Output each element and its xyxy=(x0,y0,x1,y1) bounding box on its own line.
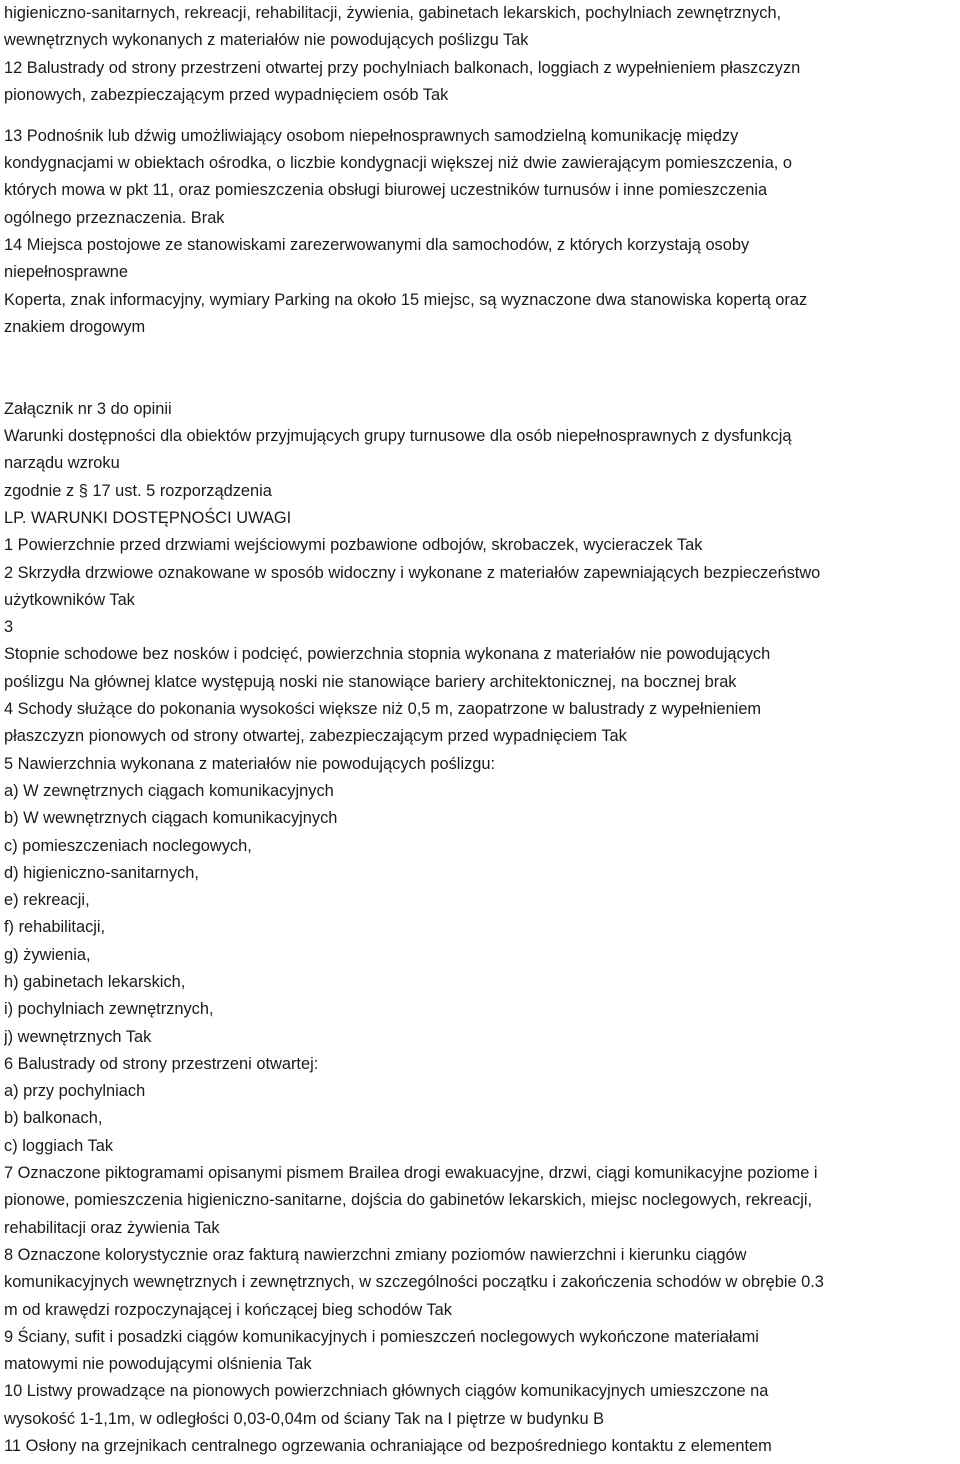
text-line: 12 Balustrady od strony przestrzeni otwartej przy pochylniach balkonach, loggiach z wypełnieniem płaszczyzn xyxy=(4,58,801,77)
text-line: pionowych, zabezpieczającym przed wypadnięciem osób Tak xyxy=(4,85,449,104)
text-line: j) wewnętrznych Tak xyxy=(4,1027,152,1046)
text-line: b) balkonach, xyxy=(4,1109,103,1128)
text-line: m od krawędzi rozpoczynającej i kończącej bieg schodów Tak xyxy=(4,1300,452,1319)
text-line: d) higieniczno-sanitarnych, xyxy=(4,863,199,882)
text-line: 6 Balustrady od strony przestrzeni otwartej: xyxy=(4,1054,319,1073)
text-line: 1 Powierzchnie przed drzwiami wejściowymi pozbawione odbojów, skrobaczek, wycieraczek Tak xyxy=(4,536,703,555)
text-line: b) W wewnętrznych ciągach komunikacyjnych xyxy=(4,809,338,828)
text-line: zgodnie z § 17 ust. 5 rozporządzenia xyxy=(4,481,272,500)
text-line: płaszczyzn pionowych od strony otwartej, zabezpieczającym przed wypadnięciem Tak xyxy=(4,727,627,746)
text-line: narządu wzroku xyxy=(4,454,120,473)
text-line: c) pomieszczeniach noclegowych, xyxy=(4,836,252,855)
spacer xyxy=(4,341,956,396)
text-line: g) żywienia, xyxy=(4,945,91,964)
section-c xyxy=(4,396,956,1461)
text-line: Koperta, znak informacyjny, wymiary Parking na około 15 miejsc, są wyznaczone dwa stanowiska kopertą oraz xyxy=(4,290,808,309)
text-line: wysokość 1-1,1m, w odległości 0,03-0,04m od ściany Tak na I piętrze w budynku B xyxy=(4,1409,605,1428)
text-line: Warunki dostępności dla obiektów przyjmujących grupy turnusowe dla osób niepełnosprawnych z dysfunkcją xyxy=(4,427,792,446)
text-line: 8 Oznaczone kolorystycznie oraz fakturą nawierzchni zmiany poziomów nawierzchni i kierunku ciągów xyxy=(4,1245,747,1264)
text-line: h) gabinetach lekarskich, xyxy=(4,972,186,991)
text-line: 7 Oznaczone piktogramami opisanymi pismem Brailea drogi ewakuacyjne, drzwi, ciągi komunikacyjne poziome i xyxy=(4,1164,818,1183)
text-line: 2 Skrzydła drzwiowe oznakowane w sposób widoczny i wykonane z materiałów zapewniających bezpieczeństwo xyxy=(4,563,821,582)
text-line: 14 Miejsca postojowe ze stanowiskami zarezerwowanymi dla samochodów, z których korzystają osoby xyxy=(4,235,750,254)
text-line: f) rehabilitacji, xyxy=(4,918,106,937)
text-line: kondygnacjami w obiektach ośrodka, o liczbie kondygnacji większej niż dwie zawierającym pomieszczenia, o xyxy=(4,154,793,173)
text-line: a) przy pochylniach xyxy=(4,1082,146,1101)
text-line: 10 Listwy prowadzące na pionowych powierzchniach głównych ciągów komunikacyjnych umieszczone na xyxy=(4,1382,769,1401)
section-b xyxy=(4,123,956,341)
text-line: i) pochylniach zewnętrznych, xyxy=(4,1000,214,1019)
text-line: rehabilitacji oraz żywienia Tak xyxy=(4,1218,220,1237)
text-line: 9 Ściany, sufit i posadzki ciągów komunikacyjnych i pomieszczeń noclegowych wykończone materiałami xyxy=(4,1327,759,1346)
text-line: pionowe, pomieszczenia higieniczno-sanitarne, dojścia do gabinetów lekarskich, miejsc noclegowych, rekreacji, xyxy=(4,1191,813,1210)
text-line: których mowa w pkt 11, oraz pomieszczenia obsługi biurowej uczestników turnusów i inne pomieszczenia xyxy=(4,181,768,200)
text-line: Załącznik nr 3 do opinii xyxy=(4,399,172,418)
text-line: 11 Osłony na grzejnikach centralnego ogrzewania ochraniające od bezpośredniego kontaktu z elementem xyxy=(4,1437,772,1456)
section-a xyxy=(4,0,956,109)
text-line: ogólnego przeznaczenia. Brak xyxy=(4,208,225,227)
text-line: 4 Schody służące do pokonania wysokości większe niż 0,5 m, zaopatrzone w balustrady z wypełnieniem xyxy=(4,700,762,719)
spacer xyxy=(4,109,956,123)
text-line: 13 Podnośnik lub dźwig umożliwiający osobom niepełnosprawnych samodzielną komunikację między xyxy=(4,126,739,145)
text-line: użytkowników Tak xyxy=(4,590,135,609)
text-line: matowymi nie powodującymi olśnienia Tak xyxy=(4,1355,312,1374)
text-line: c) loggiach Tak xyxy=(4,1136,114,1155)
text-line: 3 xyxy=(4,618,14,637)
text-line: higieniczno-sanitarnych, rekreacji, rehabilitacji, żywienia, gabinetach lekarskich, pochylniach zewnętrznych, xyxy=(4,4,782,22)
text-line: wewnętrznych wykonanych z materiałów nie powodujących poślizgu Tak xyxy=(4,31,529,50)
text-line: Stopnie schodowe bez nosków i podcięć, powierzchnia stopnia wykonana z materiałów nie powodujących xyxy=(4,645,771,664)
text-line: znakiem drogowym xyxy=(4,317,146,336)
text-line: LP. WARUNKI DOSTĘPNOŚCI UWAGI xyxy=(4,508,292,527)
text-line: e) rekreacji, xyxy=(4,891,90,910)
text-line: komunikacyjnych wewnętrznych i zewnętrznych, w szczególności początku i zakończenia schodów w obrębie 0.3 xyxy=(4,1273,824,1292)
text-line: poślizgu Na głównej klatce występują noski nie stanowiące bariery architektonicznej, na bocznej brak xyxy=(4,672,737,691)
text-line: niepełnosprawne xyxy=(4,263,128,282)
text-line: a) W zewnętrznych ciągach komunikacyjnych xyxy=(4,781,334,800)
text-line: 5 Nawierzchnia wykonana z materiałów nie powodujących poślizgu: xyxy=(4,754,496,773)
